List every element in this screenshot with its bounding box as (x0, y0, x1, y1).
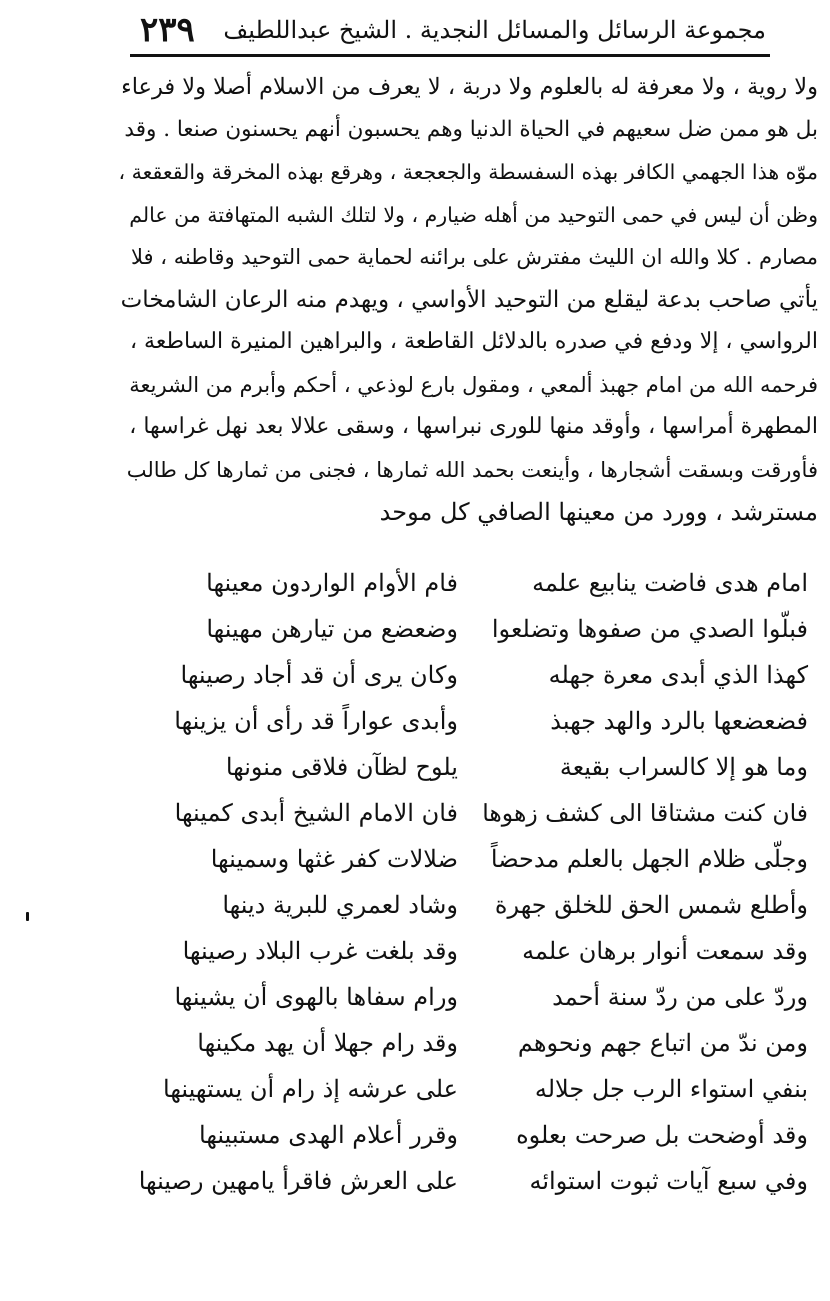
verse-first-hemistich: وما هو إلا كالسراب بقيعة (559, 753, 808, 781)
prose-line: ولا روية ، ولا معرفة له بالعلوم ولا دربة ، لا يعرف من الاسلام أصلا ولا فرعاء (121, 74, 818, 100)
verse-first-hemistich: وقد أوضحت بل صرحت بعلوه (516, 1121, 808, 1149)
poem-verse (118, 790, 818, 836)
poem-verse (118, 1112, 818, 1158)
verse-second-hemistich: وكان يرى أن قد أجاد رصينها (180, 661, 458, 689)
poem-verse (118, 1066, 818, 1112)
poem (118, 560, 818, 1204)
verse-second-hemistich: وقرر أعلام الهدى مستبينها (199, 1121, 458, 1149)
poem-verse (118, 698, 818, 744)
poem-verse (118, 560, 818, 606)
verse-first-hemistich: فبلّوا الصدي من صفوها وتضلعوا (491, 615, 808, 643)
verse-second-hemistich: يلوح لظآن فلاقى منونها (225, 753, 458, 781)
verse-first-hemistich: فضعضعها بالرد والهد جهبذ (550, 707, 808, 735)
poem-verse (118, 744, 818, 790)
verse-second-hemistich: ضلالات كفر غثها وسمينها (210, 845, 458, 873)
margin-mark (26, 912, 29, 921)
prose-line: فأورقت وبسقت أشجارها ، وأينعت بحمد الله ثمارها ، فجنى من ثمارها كل طالب (126, 457, 818, 482)
poem-verse (118, 974, 818, 1020)
verse-first-hemistich: ومن ندّ من اتباع جهم ونحوهم (517, 1029, 808, 1057)
verse-first-hemistich: وفي سبع آيات ثبوت استوائه (529, 1167, 808, 1195)
verse-second-hemistich: ورام سفاها بالهوى أن يشينها (174, 983, 458, 1011)
prose-line: بل هو ممن ضل سعيهم في الحياة الدنيا وهم يحسبون أنهم يحسنون صنعا . وقد (124, 116, 818, 142)
verse-second-hemistich: فان الامام الشيخ أبدى كمينها (174, 799, 458, 827)
verse-second-hemistich: على العرش فاقرأ يامهين رصينها (138, 1167, 458, 1195)
poem-verse (118, 1158, 818, 1204)
prose-body (118, 66, 818, 534)
prose-line: وظن أن ليس في حمى التوحيد من أهله ضيارم ، ولا لتلك الشبه المتهافتة من عالم (129, 202, 818, 227)
running-header (120, 6, 770, 54)
verse-second-hemistich: وقد بلغت غرب البلاد رصينها (182, 937, 458, 965)
verse-second-hemistich: وقد رام جهلا أن يهد مكينها (197, 1029, 458, 1057)
prose-line: المطهرة أمراسها ، وأوقد منها للورى نبراسها ، وسقى علالا بعد نهل غراسها ، (129, 414, 818, 439)
verse-first-hemistich: وردّ على من ردّ سنة أحمد (552, 983, 808, 1011)
prose-line: موّه هذا الجهمي الكافر بهذه السفسطة والجعجعة ، وهرقع بهذه المخرقة والقعقعة ، (118, 160, 818, 184)
verse-second-hemistich: وأبدى عواراً قد رأى أن يزينها (174, 707, 458, 735)
poem-verse (118, 1020, 818, 1066)
verse-second-hemistich: وضعضع من تيارهن مهينها (206, 615, 458, 643)
verse-first-hemistich: كهذا الذي أبدى معرة جهله (548, 661, 808, 689)
poem-verse (118, 882, 818, 928)
verse-second-hemistich: على عرشه إذ رام أن يستهينها (163, 1075, 458, 1103)
verse-first-hemistich: بنفي استواء الرب جل جلاله (534, 1075, 808, 1103)
verse-second-hemistich: فام الأوام الواردون معينها (206, 569, 458, 597)
header-rule (130, 54, 770, 57)
prose-line: الرواسي ، إلا ودفع في صدره بالدلائل القاطعة ، والبراهين المنيرة الساطعة ، (129, 329, 818, 354)
verse-first-hemistich: وقد سمعت أنوار برهان علمه (522, 937, 808, 965)
verse-first-hemistich: وجلّى ظلام الجهل بالعلم مدحضاً (490, 845, 808, 873)
prose-line: مصارم . كلا والله ان الليث مفترش على برائنه لحماية حمى التوحيد وقاطنه ، فلا (131, 245, 818, 269)
poem-verse (118, 652, 818, 698)
verse-first-hemistich: فان كنت مشتاقا الى كشف زهوها (482, 799, 808, 827)
prose-line: مسترشد ، وورد من معينها الصافي كل موحد (379, 498, 818, 526)
verse-first-hemistich: وأطلع شمس الحق للخلق جهرة (494, 891, 808, 919)
prose-line: يأتي صاحب بدعة ليقلع من التوحيد الأواسي ، ويهدم منه الرعان الشامخات (120, 286, 818, 313)
prose-line: فرحمه الله من امام جهبذ ألمعي ، ومقول بارع لوذعي ، أحكم وأبرم من الشريعة (129, 372, 818, 397)
page-number: ٢٣٩ (140, 10, 195, 50)
running-title: مجموعة الرسائل والمسائل النجدية . الشيخ عبداللطيف (223, 16, 766, 44)
poem-verse (118, 606, 818, 652)
verse-second-hemistich: وشاد لعمري للبرية دينها (222, 891, 458, 919)
poem-verse (118, 928, 818, 974)
poem-verse (118, 836, 818, 882)
verse-first-hemistich: امام هدى فاضت ينابيع علمه (532, 569, 808, 597)
